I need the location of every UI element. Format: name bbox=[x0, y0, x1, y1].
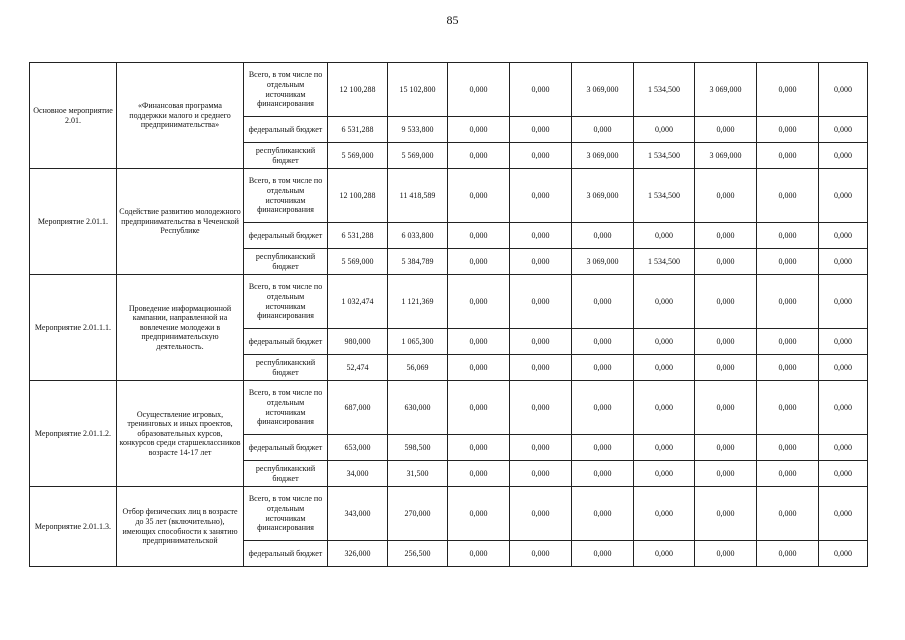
amount-cell: 0,000 bbox=[510, 275, 572, 329]
amount-cell: 0,000 bbox=[819, 117, 868, 143]
amount-cell: 0,000 bbox=[448, 223, 510, 249]
amount-cell: 0,000 bbox=[819, 223, 868, 249]
amount-cell: 0,000 bbox=[448, 117, 510, 143]
amount-cell: 0,000 bbox=[634, 355, 695, 381]
amount-cell: 5 569,000 bbox=[328, 249, 388, 275]
amount-cell: 1 534,500 bbox=[634, 143, 695, 169]
amount-cell: 0,000 bbox=[819, 435, 868, 461]
amount-cell: 1 032,474 bbox=[328, 275, 388, 329]
amount-cell: 5 569,000 bbox=[328, 143, 388, 169]
amount-cell: 1 065,300 bbox=[388, 329, 448, 355]
amount-cell: 0,000 bbox=[572, 223, 634, 249]
amount-cell: 0,000 bbox=[634, 381, 695, 435]
measure-title: Содействие развитию молодежного предпринимательства в Чеченской Республике bbox=[117, 169, 244, 275]
measure-title: Осуществление игровых, тренинговых и иных проектов, образовательных курсов, конкурсов среди старшеклассников возрасте 14-17 лет bbox=[117, 381, 244, 487]
amount-cell: 0,000 bbox=[510, 461, 572, 487]
table-row bbox=[30, 275, 868, 329]
amount-cell: 11 418,589 bbox=[388, 169, 448, 223]
amount-cell: 687,000 bbox=[328, 381, 388, 435]
amount-cell: 0,000 bbox=[634, 117, 695, 143]
amount-cell: 0,000 bbox=[819, 541, 868, 567]
amount-cell: 0,000 bbox=[634, 541, 695, 567]
amount-cell: 0,000 bbox=[695, 381, 757, 435]
amount-cell: 56,069 bbox=[388, 355, 448, 381]
measure-title: Проведение информационной кампании, направленной на вовлечение молодежи в предпринимательскую деятельность. bbox=[117, 275, 244, 381]
amount-cell: 0,000 bbox=[819, 355, 868, 381]
amount-cell: 598,500 bbox=[388, 435, 448, 461]
amount-cell: 0,000 bbox=[448, 329, 510, 355]
amount-cell: 0,000 bbox=[819, 169, 868, 223]
amount-cell: 0,000 bbox=[448, 143, 510, 169]
budget-table bbox=[29, 62, 868, 567]
amount-cell: 3 069,000 bbox=[572, 143, 634, 169]
amount-cell: 9 533,800 bbox=[388, 117, 448, 143]
amount-cell: 0,000 bbox=[572, 487, 634, 541]
funding-source: Всего, в том числе по отдельным источникам финансирования bbox=[244, 487, 328, 541]
amount-cell: 12 100,288 bbox=[328, 169, 388, 223]
amount-cell: 0,000 bbox=[572, 355, 634, 381]
amount-cell: 0,000 bbox=[695, 541, 757, 567]
amount-cell: 0,000 bbox=[510, 117, 572, 143]
measure-code: Основное мероприятие 2.01. bbox=[30, 63, 117, 169]
amount-cell: 0,000 bbox=[819, 487, 868, 541]
amount-cell: 0,000 bbox=[695, 329, 757, 355]
amount-cell: 343,000 bbox=[328, 487, 388, 541]
amount-cell: 0,000 bbox=[757, 381, 819, 435]
amount-cell: 0,000 bbox=[819, 329, 868, 355]
measure-title: Отбор физических лиц в возрасте до 35 лет (включительно), имеющих способности к занятию предпринимательской bbox=[117, 487, 244, 567]
amount-cell: 3 069,000 bbox=[695, 143, 757, 169]
funding-source: Всего, в том числе по отдельным источникам финансирования bbox=[244, 63, 328, 117]
page-number: 85 bbox=[446, 13, 459, 27]
amount-cell: 0,000 bbox=[634, 223, 695, 249]
amount-cell: 0,000 bbox=[757, 63, 819, 117]
amount-cell: 0,000 bbox=[634, 487, 695, 541]
amount-cell: 6 531,288 bbox=[328, 223, 388, 249]
amount-cell: 0,000 bbox=[819, 249, 868, 275]
amount-cell: 0,000 bbox=[448, 63, 510, 117]
amount-cell: 0,000 bbox=[695, 249, 757, 275]
amount-cell: 0,000 bbox=[757, 541, 819, 567]
funding-source: федеральный бюджет bbox=[244, 435, 328, 461]
amount-cell: 0,000 bbox=[510, 329, 572, 355]
amount-cell: 256,500 bbox=[388, 541, 448, 567]
table-row bbox=[30, 381, 868, 435]
amount-cell: 0,000 bbox=[572, 381, 634, 435]
amount-cell: 3 069,000 bbox=[695, 63, 757, 117]
amount-cell: 0,000 bbox=[510, 63, 572, 117]
table-row bbox=[30, 487, 868, 541]
funding-source: федеральный бюджет bbox=[244, 223, 328, 249]
amount-cell: 5 569,000 bbox=[388, 143, 448, 169]
amount-cell: 12 100,288 bbox=[328, 63, 388, 117]
funding-source: федеральный бюджет bbox=[244, 541, 328, 567]
amount-cell: 52,474 bbox=[328, 355, 388, 381]
amount-cell: 6 033,800 bbox=[388, 223, 448, 249]
amount-cell: 1 121,369 bbox=[388, 275, 448, 329]
funding-source: Всего, в том числе по отдельным источникам финансирования bbox=[244, 169, 328, 223]
amount-cell: 0,000 bbox=[757, 117, 819, 143]
amount-cell: 0,000 bbox=[634, 435, 695, 461]
amount-cell: 0,000 bbox=[448, 487, 510, 541]
measure-code: Мероприятие 2.01.1.1. bbox=[30, 275, 117, 381]
amount-cell: 0,000 bbox=[510, 541, 572, 567]
amount-cell: 0,000 bbox=[510, 435, 572, 461]
amount-cell: 0,000 bbox=[634, 461, 695, 487]
funding-source: республиканский бюджет bbox=[244, 355, 328, 381]
amount-cell: 0,000 bbox=[634, 275, 695, 329]
amount-cell: 0,000 bbox=[695, 435, 757, 461]
measure-code: Мероприятие 2.01.1. bbox=[30, 169, 117, 275]
amount-cell: 0,000 bbox=[448, 541, 510, 567]
amount-cell: 0,000 bbox=[448, 461, 510, 487]
measure-code: Мероприятие 2.01.1.3. bbox=[30, 487, 117, 567]
amount-cell: 31,500 bbox=[388, 461, 448, 487]
amount-cell: 0,000 bbox=[510, 381, 572, 435]
amount-cell: 3 069,000 bbox=[572, 169, 634, 223]
amount-cell: 0,000 bbox=[572, 435, 634, 461]
amount-cell: 0,000 bbox=[510, 249, 572, 275]
amount-cell: 0,000 bbox=[757, 487, 819, 541]
amount-cell: 0,000 bbox=[448, 355, 510, 381]
amount-cell: 326,000 bbox=[328, 541, 388, 567]
amount-cell: 0,000 bbox=[510, 143, 572, 169]
table-row bbox=[30, 63, 868, 117]
amount-cell: 0,000 bbox=[510, 169, 572, 223]
measure-code: Мероприятие 2.01.1.2. bbox=[30, 381, 117, 487]
amount-cell: 0,000 bbox=[819, 461, 868, 487]
amount-cell: 0,000 bbox=[757, 249, 819, 275]
amount-cell: 0,000 bbox=[757, 223, 819, 249]
amount-cell: 0,000 bbox=[510, 223, 572, 249]
amount-cell: 0,000 bbox=[695, 487, 757, 541]
amount-cell: 0,000 bbox=[510, 355, 572, 381]
amount-cell: 0,000 bbox=[819, 63, 868, 117]
funding-source: республиканский бюджет bbox=[244, 249, 328, 275]
amount-cell: 0,000 bbox=[695, 169, 757, 223]
amount-cell: 0,000 bbox=[695, 461, 757, 487]
amount-cell: 0,000 bbox=[510, 487, 572, 541]
amount-cell: 0,000 bbox=[448, 381, 510, 435]
funding-source: республиканский бюджет bbox=[244, 143, 328, 169]
amount-cell: 980,000 bbox=[328, 329, 388, 355]
funding-source: федеральный бюджет bbox=[244, 329, 328, 355]
amount-cell: 15 102,800 bbox=[388, 63, 448, 117]
amount-cell: 1 534,500 bbox=[634, 169, 695, 223]
amount-cell: 0,000 bbox=[819, 275, 868, 329]
amount-cell: 0,000 bbox=[572, 541, 634, 567]
amount-cell: 0,000 bbox=[757, 275, 819, 329]
amount-cell: 3 069,000 bbox=[572, 249, 634, 275]
measure-title: «Финансовая программа поддержки малого и среднего предпринимательства» bbox=[117, 63, 244, 169]
amount-cell: 34,000 bbox=[328, 461, 388, 487]
amount-cell: 0,000 bbox=[572, 329, 634, 355]
amount-cell: 0,000 bbox=[448, 249, 510, 275]
amount-cell: 0,000 bbox=[695, 117, 757, 143]
amount-cell: 0,000 bbox=[757, 355, 819, 381]
funding-source: Всего, в том числе по отдельным источникам финансирования bbox=[244, 381, 328, 435]
funding-source: республиканский бюджет bbox=[244, 461, 328, 487]
funding-source: федеральный бюджет bbox=[244, 117, 328, 143]
funding-source: Всего, в том числе по отдельным источникам финансирования bbox=[244, 275, 328, 329]
amount-cell: 5 384,789 bbox=[388, 249, 448, 275]
amount-cell: 630,000 bbox=[388, 381, 448, 435]
amount-cell: 0,000 bbox=[634, 329, 695, 355]
amount-cell: 0,000 bbox=[695, 223, 757, 249]
amount-cell: 0,000 bbox=[572, 275, 634, 329]
amount-cell: 0,000 bbox=[757, 329, 819, 355]
amount-cell: 0,000 bbox=[757, 143, 819, 169]
amount-cell: 1 534,500 bbox=[634, 249, 695, 275]
amount-cell: 0,000 bbox=[448, 275, 510, 329]
amount-cell: 0,000 bbox=[757, 461, 819, 487]
amount-cell: 0,000 bbox=[819, 143, 868, 169]
amount-cell: 270,000 bbox=[388, 487, 448, 541]
amount-cell: 3 069,000 bbox=[572, 63, 634, 117]
amount-cell: 0,000 bbox=[448, 435, 510, 461]
amount-cell: 653,000 bbox=[328, 435, 388, 461]
amount-cell: 0,000 bbox=[448, 169, 510, 223]
amount-cell: 0,000 bbox=[757, 435, 819, 461]
table-row bbox=[30, 169, 868, 223]
amount-cell: 1 534,500 bbox=[634, 63, 695, 117]
amount-cell: 0,000 bbox=[695, 275, 757, 329]
amount-cell: 6 531,288 bbox=[328, 117, 388, 143]
amount-cell: 0,000 bbox=[819, 381, 868, 435]
amount-cell: 0,000 bbox=[572, 461, 634, 487]
amount-cell: 0,000 bbox=[757, 169, 819, 223]
amount-cell: 0,000 bbox=[695, 355, 757, 381]
amount-cell: 0,000 bbox=[572, 117, 634, 143]
